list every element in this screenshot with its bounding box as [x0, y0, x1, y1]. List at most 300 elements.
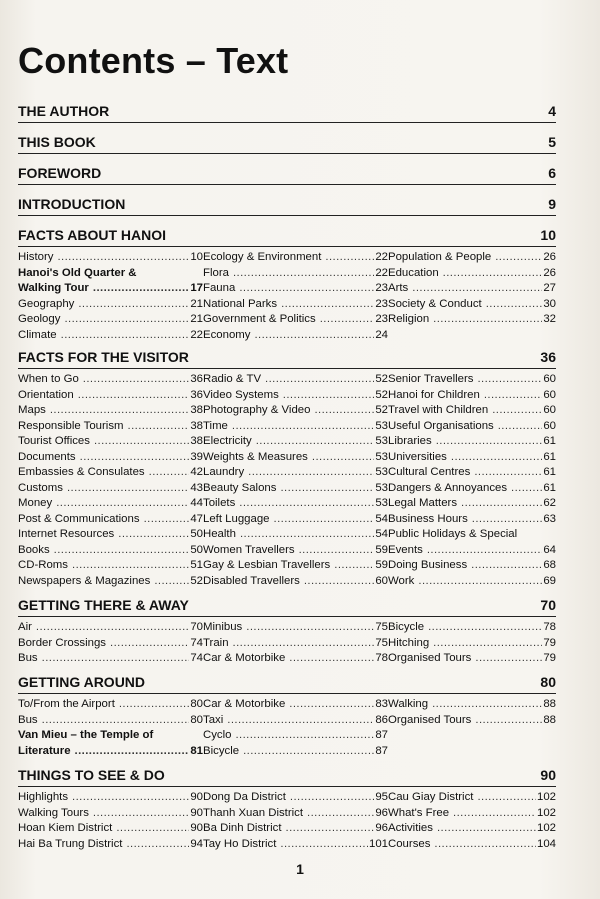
toc-entry[interactable]: [203, 697, 388, 713]
entry-page: 59: [375, 543, 388, 556]
leader-dots: [431, 837, 536, 853]
entry-title: Minibus: [203, 621, 243, 633]
toc-entry[interactable]: [18, 266, 203, 282]
entry-page: 102: [536, 791, 556, 803]
entry-page: 69: [543, 574, 556, 587]
toc-entry[interactable]: [388, 481, 556, 497]
toc-entry[interactable]: [203, 450, 388, 466]
toc-entry[interactable]: [388, 372, 556, 388]
toc-entry[interactable]: [18, 821, 203, 837]
entry-page: 75: [375, 621, 388, 633]
entry-page: 59: [375, 559, 388, 571]
leader-dots: [472, 651, 542, 667]
page-number: 1: [296, 861, 304, 877]
toc-entry[interactable]: [18, 728, 203, 744]
entry-title: Laundry: [203, 466, 245, 478]
leader-dots: [424, 543, 543, 559]
entry-title: Bicycle: [203, 744, 240, 757]
entry-title: Car & Motorbike: [203, 652, 286, 664]
entry-title: Climate: [18, 328, 57, 341]
entry-page: 62: [543, 497, 556, 509]
toc-entry[interactable]: [203, 821, 388, 837]
entry-page: 86: [375, 713, 388, 726]
entry-page: 79: [543, 652, 556, 664]
leader-dots: [489, 403, 542, 419]
entry-page: 95: [375, 791, 388, 803]
entry-title: Weights & Measures: [203, 450, 308, 463]
entry-title: Time: [203, 419, 228, 432]
toc-entry[interactable]: [18, 496, 203, 512]
toc-entry[interactable]: [18, 403, 203, 419]
entry-page: 102: [536, 822, 556, 834]
toc-entry[interactable]: [203, 372, 388, 388]
section-title: GETTING THERE & AWAY: [18, 597, 189, 613]
entry-page: 74: [190, 652, 203, 664]
entry-page: 74: [190, 636, 203, 649]
toc-column: [18, 250, 203, 343]
entry-title: Orientation: [18, 388, 74, 401]
toc-entry[interactable]: [18, 419, 203, 435]
leader-dots: [469, 512, 543, 528]
entry-page: 22: [375, 251, 388, 263]
entry-title: Public Holidays & Special: [388, 528, 518, 540]
leader-dots: [116, 697, 189, 713]
toc-entry[interactable]: [18, 512, 203, 528]
entry-title: Geography: [18, 297, 75, 310]
toc-main-entry[interactable]: [18, 134, 556, 154]
leader-dots: [91, 434, 189, 450]
entry-title: Tay Ho District: [203, 837, 277, 850]
toc-entry[interactable]: [388, 388, 556, 404]
leader-dots: [151, 574, 189, 590]
toc-entry[interactable]: [203, 543, 388, 559]
section-page: 70: [540, 597, 556, 613]
leader-dots: [311, 403, 374, 419]
entry-title: Religion: [388, 313, 430, 325]
toc-entry[interactable]: [18, 636, 203, 652]
leader-dots: [230, 636, 375, 652]
leader-dots: [283, 821, 375, 837]
entry-page: 60: [543, 373, 556, 385]
toc-entry[interactable]: [203, 558, 388, 574]
leader-dots: [251, 328, 374, 344]
leader-dots: [243, 620, 374, 636]
toc-entry[interactable]: [388, 434, 556, 450]
entry-title: Highlights: [18, 791, 69, 803]
toc-entry[interactable]: [18, 281, 203, 297]
leader-dots: [113, 821, 189, 837]
toc-entry[interactable]: [203, 312, 388, 328]
leader-dots: [75, 388, 190, 404]
toc-entry[interactable]: [18, 328, 203, 344]
toc-entry[interactable]: [18, 297, 203, 313]
entry-page: 39: [190, 450, 203, 463]
toc-entry[interactable]: [388, 620, 556, 636]
leader-dots: [125, 419, 190, 435]
toc-entry[interactable]: [18, 388, 203, 404]
entry-title: Books: [18, 543, 50, 556]
entry-page: 96: [375, 822, 388, 834]
toc-column: [388, 620, 556, 667]
leader-dots: [271, 512, 375, 528]
leader-dots: [448, 450, 542, 466]
toc-entry[interactable]: [203, 837, 388, 853]
entry-title: Women Travellers: [203, 543, 295, 556]
entry-title: Cyclo: [203, 729, 232, 741]
section-title: THINGS TO SEE & DO: [18, 767, 165, 783]
toc-entry[interactable]: [18, 697, 203, 713]
entry-title: FOREWORD: [18, 165, 102, 181]
toc-entry[interactable]: [203, 512, 388, 528]
entry-page: 96: [375, 806, 388, 819]
toc-main-entry[interactable]: [18, 196, 556, 216]
toc-entry[interactable]: [18, 574, 203, 590]
toc-entry[interactable]: [388, 790, 556, 806]
entry-page: 61: [543, 466, 556, 478]
entry-title: Hai Ba Trung District: [18, 837, 123, 850]
toc-column: [203, 790, 388, 852]
entry-title: Border Crossings: [18, 636, 106, 649]
leader-dots: [146, 465, 190, 481]
toc-entry[interactable]: [203, 806, 388, 822]
toc-entry[interactable]: [18, 481, 203, 497]
toc-entry[interactable]: [388, 419, 556, 435]
section-heading[interactable]: [18, 227, 556, 247]
entry-title: THE AUTHOR: [18, 103, 110, 119]
entry-page: 30: [543, 297, 556, 310]
entry-title: Bus: [18, 652, 38, 664]
entry-title: Thanh Xuan District: [203, 806, 304, 819]
entry-page: 53: [375, 481, 388, 494]
section-heading[interactable]: [18, 349, 556, 369]
section-heading[interactable]: [18, 767, 556, 787]
page-title: Contents – Text: [18, 40, 289, 81]
entry-title: History: [18, 251, 54, 263]
toc-column: [18, 372, 203, 589]
leader-dots: [77, 450, 190, 466]
entry-page: 54: [375, 512, 388, 525]
entry-page: 47: [190, 512, 203, 525]
toc-entry[interactable]: [18, 543, 203, 559]
entry-page: 80: [190, 713, 203, 726]
toc-entry[interactable]: [18, 250, 203, 266]
leader-dots: [90, 281, 189, 297]
entry-title: Organised Tours: [388, 652, 472, 664]
toc-entry[interactable]: [18, 620, 203, 636]
entry-title: Photography & Video: [203, 404, 311, 416]
toc-entry[interactable]: [203, 434, 388, 450]
entry-title: Arts: [388, 282, 409, 294]
section-columns: [18, 790, 556, 852]
entry-title: Disabled Travellers: [203, 574, 300, 587]
entry-title: To/From the Airport: [18, 698, 115, 710]
leader-dots: [430, 312, 542, 328]
toc-entry[interactable]: [18, 450, 203, 466]
toc-entry[interactable]: [388, 651, 556, 667]
toc-entry[interactable]: [203, 465, 388, 481]
entry-page: 36: [190, 388, 203, 401]
entry-page: 54: [375, 528, 388, 540]
entry-page: 61: [543, 435, 556, 447]
entry-title: Newspapers & Magazines: [18, 574, 151, 587]
section-heading[interactable]: [18, 674, 556, 694]
toc-entry[interactable]: [388, 574, 556, 590]
section-title: GETTING AROUND: [18, 674, 146, 690]
toc-entry[interactable]: [388, 713, 556, 729]
entry-title: Embassies & Consulates: [18, 466, 145, 478]
toc-entry[interactable]: [388, 837, 556, 853]
section-columns: [18, 620, 556, 667]
leader-dots: [232, 728, 374, 744]
toc-entry[interactable]: [18, 790, 203, 806]
toc-section: [18, 227, 556, 343]
entry-title: Courses: [388, 837, 431, 850]
entry-page: 78: [375, 652, 388, 664]
entry-page: 50: [190, 543, 203, 556]
entry-page: 79: [543, 636, 556, 649]
entry-title: Hitching: [388, 636, 430, 649]
toc-entry[interactable]: [388, 450, 556, 466]
entry-title: Flora: [203, 266, 229, 279]
entry-page: 63: [543, 512, 556, 525]
entry-page: 22: [375, 266, 388, 279]
toc-entry[interactable]: [388, 266, 556, 282]
toc-entry[interactable]: [203, 728, 388, 744]
entry-page: 6: [548, 165, 556, 181]
entry-title: Walking Tour: [18, 282, 89, 294]
entry-title: Senior Travellers: [388, 373, 474, 385]
leader-dots: [474, 790, 536, 806]
leader-dots: [123, 837, 189, 853]
entry-page: 68: [543, 559, 556, 571]
leader-dots: [262, 372, 374, 388]
entry-title: Hoan Kiem District: [18, 822, 113, 834]
entry-page: 23: [375, 313, 388, 325]
entry-title: Business Hours: [388, 512, 468, 525]
leader-dots: [253, 434, 375, 450]
entry-page: 83: [375, 698, 388, 710]
toc-entry[interactable]: [388, 543, 556, 559]
entry-title: Internet Resources: [18, 528, 115, 540]
entry-page: 60: [375, 574, 388, 587]
entry-page: 21: [190, 297, 203, 310]
leader-dots: [430, 636, 542, 652]
entry-title: Air: [18, 621, 32, 633]
toc-entry[interactable]: [388, 496, 556, 512]
toc-entry[interactable]: [203, 744, 388, 760]
toc-section: [18, 349, 556, 589]
leader-dots: [317, 312, 375, 328]
toc-main-entry[interactable]: [18, 103, 556, 123]
entry-page: 60: [543, 388, 556, 401]
entry-title: Cultural Centres: [388, 466, 471, 478]
toc-column: [388, 697, 556, 759]
leader-dots: [440, 266, 543, 282]
entry-page: 90: [190, 791, 203, 803]
toc-entry[interactable]: [388, 281, 556, 297]
toc-entry[interactable]: [203, 481, 388, 497]
toc-entry[interactable]: [203, 388, 388, 404]
entry-title: Post & Communications: [18, 512, 140, 525]
toc-entry[interactable]: [388, 821, 556, 837]
toc-entry[interactable]: [18, 558, 203, 574]
toc-entry[interactable]: [18, 744, 203, 760]
section-page: 90: [540, 767, 556, 783]
toc-column: [203, 620, 388, 667]
toc-entry[interactable]: [388, 636, 556, 652]
toc-entry[interactable]: [203, 713, 388, 729]
entry-title: Activities: [388, 822, 433, 834]
toc-column: [388, 790, 556, 852]
entry-title: THIS BOOK: [18, 134, 96, 150]
entry-page: 21: [190, 313, 203, 325]
entry-title: Useful Organisations: [388, 419, 494, 432]
toc-entry[interactable]: [388, 806, 556, 822]
entry-title: Video Systems: [203, 388, 279, 401]
leader-dots: [433, 434, 543, 450]
entry-page: 32: [543, 313, 556, 325]
toc-entry[interactable]: [203, 297, 388, 313]
entry-page: 53: [375, 450, 388, 463]
leader-dots: [434, 821, 536, 837]
entry-page: 60: [543, 419, 556, 432]
leader-dots: [69, 790, 189, 806]
toc-entry[interactable]: [203, 636, 388, 652]
toc-entry[interactable]: [203, 574, 388, 590]
entry-title: Economy: [203, 328, 251, 341]
entry-title: Geology: [18, 313, 61, 325]
entry-title: Bus: [18, 713, 38, 726]
toc-entry[interactable]: [203, 419, 388, 435]
entry-page: 102: [536, 806, 556, 819]
entry-page: 70: [190, 621, 203, 633]
toc-entry[interactable]: [18, 527, 203, 543]
entry-page: 53: [375, 497, 388, 509]
toc-entry[interactable]: [18, 713, 203, 729]
entry-page: 38: [190, 404, 203, 416]
toc-entry[interactable]: [388, 312, 556, 328]
toc-entry[interactable]: [18, 806, 203, 822]
leader-dots: [474, 372, 542, 388]
toc-entry[interactable]: [388, 512, 556, 528]
entry-title: Responsible Tourism: [18, 419, 124, 432]
entry-title: Education: [388, 266, 439, 279]
toc-entry[interactable]: [388, 250, 556, 266]
leader-dots: [508, 481, 542, 497]
toc-entry[interactable]: [388, 403, 556, 419]
toc-entry[interactable]: [203, 281, 388, 297]
toc-entry[interactable]: [203, 328, 388, 344]
toc-entry[interactable]: [18, 372, 203, 388]
toc-entry[interactable]: [388, 465, 556, 481]
entry-title: Van Mieu – the Temple of: [18, 729, 154, 741]
entry-page: 60: [543, 404, 556, 416]
leader-dots: [47, 403, 189, 419]
toc-entry[interactable]: [388, 558, 556, 574]
entry-page: 51: [190, 559, 203, 571]
entry-page: 87: [375, 744, 388, 757]
entry-title: Libraries: [388, 435, 432, 447]
entry-page: 52: [375, 388, 388, 401]
entry-title: Tourist Offices: [18, 435, 90, 447]
toc-entry[interactable]: [203, 250, 388, 266]
entry-page: 53: [375, 419, 388, 432]
leader-dots: [236, 496, 374, 512]
section-heading[interactable]: [18, 597, 556, 617]
entry-page: 26: [543, 251, 556, 263]
entry-page: 26: [543, 266, 556, 279]
leader-dots: [286, 651, 374, 667]
leader-dots: [230, 266, 374, 282]
entry-page: 104: [536, 837, 556, 850]
entry-title: Universities: [388, 450, 447, 463]
toc-entry[interactable]: [388, 527, 556, 543]
leader-dots: [224, 713, 374, 729]
leader-dots: [61, 312, 189, 328]
entry-page: 4: [548, 103, 556, 119]
toc-entry[interactable]: [203, 403, 388, 419]
leader-dots: [90, 806, 189, 822]
entry-page: 88: [543, 713, 556, 726]
toc-main-entry[interactable]: [18, 165, 556, 185]
leader-dots: [471, 465, 542, 481]
entry-page: 88: [543, 698, 556, 710]
entry-page: 53: [375, 435, 388, 447]
leader-dots: [245, 465, 374, 481]
leader-dots: [278, 297, 374, 313]
section-columns: [18, 697, 556, 759]
toc-entry[interactable]: [203, 620, 388, 636]
entry-page: 61: [543, 450, 556, 463]
toc-entry[interactable]: [18, 465, 203, 481]
entry-title: Beauty Salons: [203, 481, 277, 494]
entry-title: Gay & Lesbian Travellers: [203, 559, 331, 571]
leader-dots: [229, 419, 374, 435]
toc-entry[interactable]: [203, 266, 388, 282]
entry-page: 52: [190, 574, 203, 587]
leader-dots: [240, 744, 374, 760]
leader-dots: [75, 297, 189, 313]
entry-page: 42: [190, 466, 203, 478]
toc-column: [203, 250, 388, 343]
toc-entry[interactable]: [203, 790, 388, 806]
leader-dots: [429, 697, 542, 713]
leader-dots: [481, 388, 543, 404]
leader-dots: [309, 450, 374, 466]
entry-page: 64: [543, 543, 556, 556]
entry-title: Dong Da District: [203, 791, 286, 803]
entry-title: CD-Roms: [18, 559, 68, 571]
toc-entry[interactable]: [388, 297, 556, 313]
entry-title: Population & People: [388, 251, 492, 263]
entry-page: 44: [190, 497, 203, 509]
toc-entry[interactable]: [18, 651, 203, 667]
toc-entry[interactable]: [203, 651, 388, 667]
entry-title: What's Free: [388, 806, 450, 819]
toc-entry[interactable]: [203, 527, 388, 543]
toc-entry[interactable]: [203, 496, 388, 512]
section-page: 80: [540, 674, 556, 690]
entry-title: Ba Dinh District: [203, 822, 282, 834]
toc-entry[interactable]: [18, 837, 203, 853]
leader-dots: [53, 496, 189, 512]
toc-entry[interactable]: [18, 312, 203, 328]
leader-dots: [277, 837, 368, 853]
entry-page: 94: [190, 837, 203, 850]
entry-title: Customs: [18, 481, 63, 494]
toc-entry[interactable]: [388, 697, 556, 713]
toc-entry[interactable]: [18, 434, 203, 450]
